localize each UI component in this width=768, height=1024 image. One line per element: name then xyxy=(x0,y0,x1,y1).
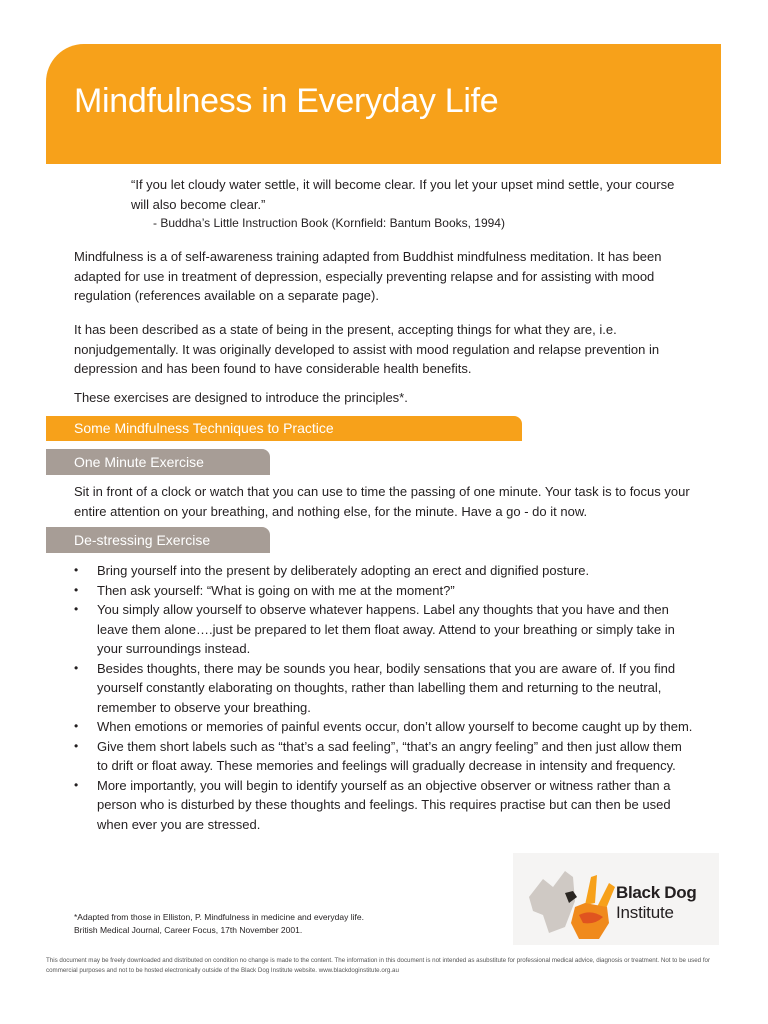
quote-block xyxy=(131,175,691,234)
black-dog-hand-icon xyxy=(525,857,617,941)
quote-source: - Buddha’s Little Instruction Book (Kornfield: Bantum Books, 1994) xyxy=(153,216,505,230)
quote-text: “If you let cloudy water settle, it will become clear. If you let your upset mind settle, your course will also become clear.” xyxy=(131,177,675,212)
one-minute-heading: One Minute Exercise xyxy=(46,449,270,475)
disclaimer: This document may be freely downloaded and distributed on condition no change is made to the content. The information in this document is not intended as asubstitute for professional medical advice, diagnosis or treatment. Not to be used for commercial purposes and not to be hosted electronically outside of the Black Dog Institute website. www.blackdoginstitute.org.au xyxy=(46,957,711,974)
footnote xyxy=(74,911,504,936)
logo-text xyxy=(616,883,696,923)
header-band xyxy=(46,44,721,164)
techniques-heading: Some Mindfulness Techniques to Practice xyxy=(46,416,522,441)
footnote-line-2: British Medical Journal, Career Focus, 17th November 2001. xyxy=(74,924,303,935)
list-item: • Besides thoughts, there may be sounds you hear, bodily sensations that you are aware of. If you find yourself constantly elaborating on thoughts, rather than labelling them and returning to the neutral, remember to observe your breathing. xyxy=(74,659,694,718)
list-item: • You simply allow yourself to observe whatever happens. Label any thoughts that you have and then leave them alone….just be prepared to let them float away. Attend to your breathing or simply take in your surroundings instead. xyxy=(74,600,694,659)
list-item: • Bring yourself into the present by deliberately adopting an erect and dignified posture. xyxy=(74,561,694,581)
footnote-line-1: *Adapted from those in Elliston, P. Mindfulness in medicine and everyday life. xyxy=(74,912,364,922)
list-item: • More importantly, you will begin to identify yourself as an objective observer or witness rather than a person who is disturbed by these thoughts and feelings. This requires practise but can then be used when ever you are stressed. xyxy=(74,776,694,835)
list-item: • When emotions or memories of painful events occur, don’t allow yourself to become caught up by them. xyxy=(74,717,694,737)
list-item: • Then ask yourself: “What is going on with me at the moment?” xyxy=(74,581,694,601)
list-item: • Give them short labels such as “that’s a sad feeling”, “that’s an angry feeling” and then just allow them to drift or float away. These memories and feelings will gradually decrease in intensity and frequency. xyxy=(74,737,694,776)
destressing-heading: De-stressing Exercise xyxy=(46,527,270,553)
black-dog-logo xyxy=(513,853,719,945)
intro-paragraph-2: It has been described as a state of being in the present, accepting things for what they are, i.e. nonjudgementally. It was originally developed to assist with mood regulation and relapse prevention in depression and has been found to have considerable health benefits. xyxy=(74,322,660,376)
intro-paragraph-1: Mindfulness is a of self-awareness training adapted from Buddhist mindfulness meditation. It has been adapted for use in treatment of depression, especially preventing relapse and for assisting with mood regulation (references available on a separate page). xyxy=(74,249,662,303)
destressing-list xyxy=(74,561,694,834)
logo-line-1: Black Dog xyxy=(616,883,697,902)
page-title: Mindfulness in Everyday Life xyxy=(74,82,499,120)
intro-paragraph-3: These exercises are designed to introduce the principles*. xyxy=(74,390,408,405)
logo-line-2: Institute xyxy=(616,903,674,922)
one-minute-text: Sit in front of a clock or watch that you can use to time the passing of one minute. Your task is to focus your entire attention on your breathing, and nothing else, for the minute. Have a go - do it now. xyxy=(74,484,690,519)
